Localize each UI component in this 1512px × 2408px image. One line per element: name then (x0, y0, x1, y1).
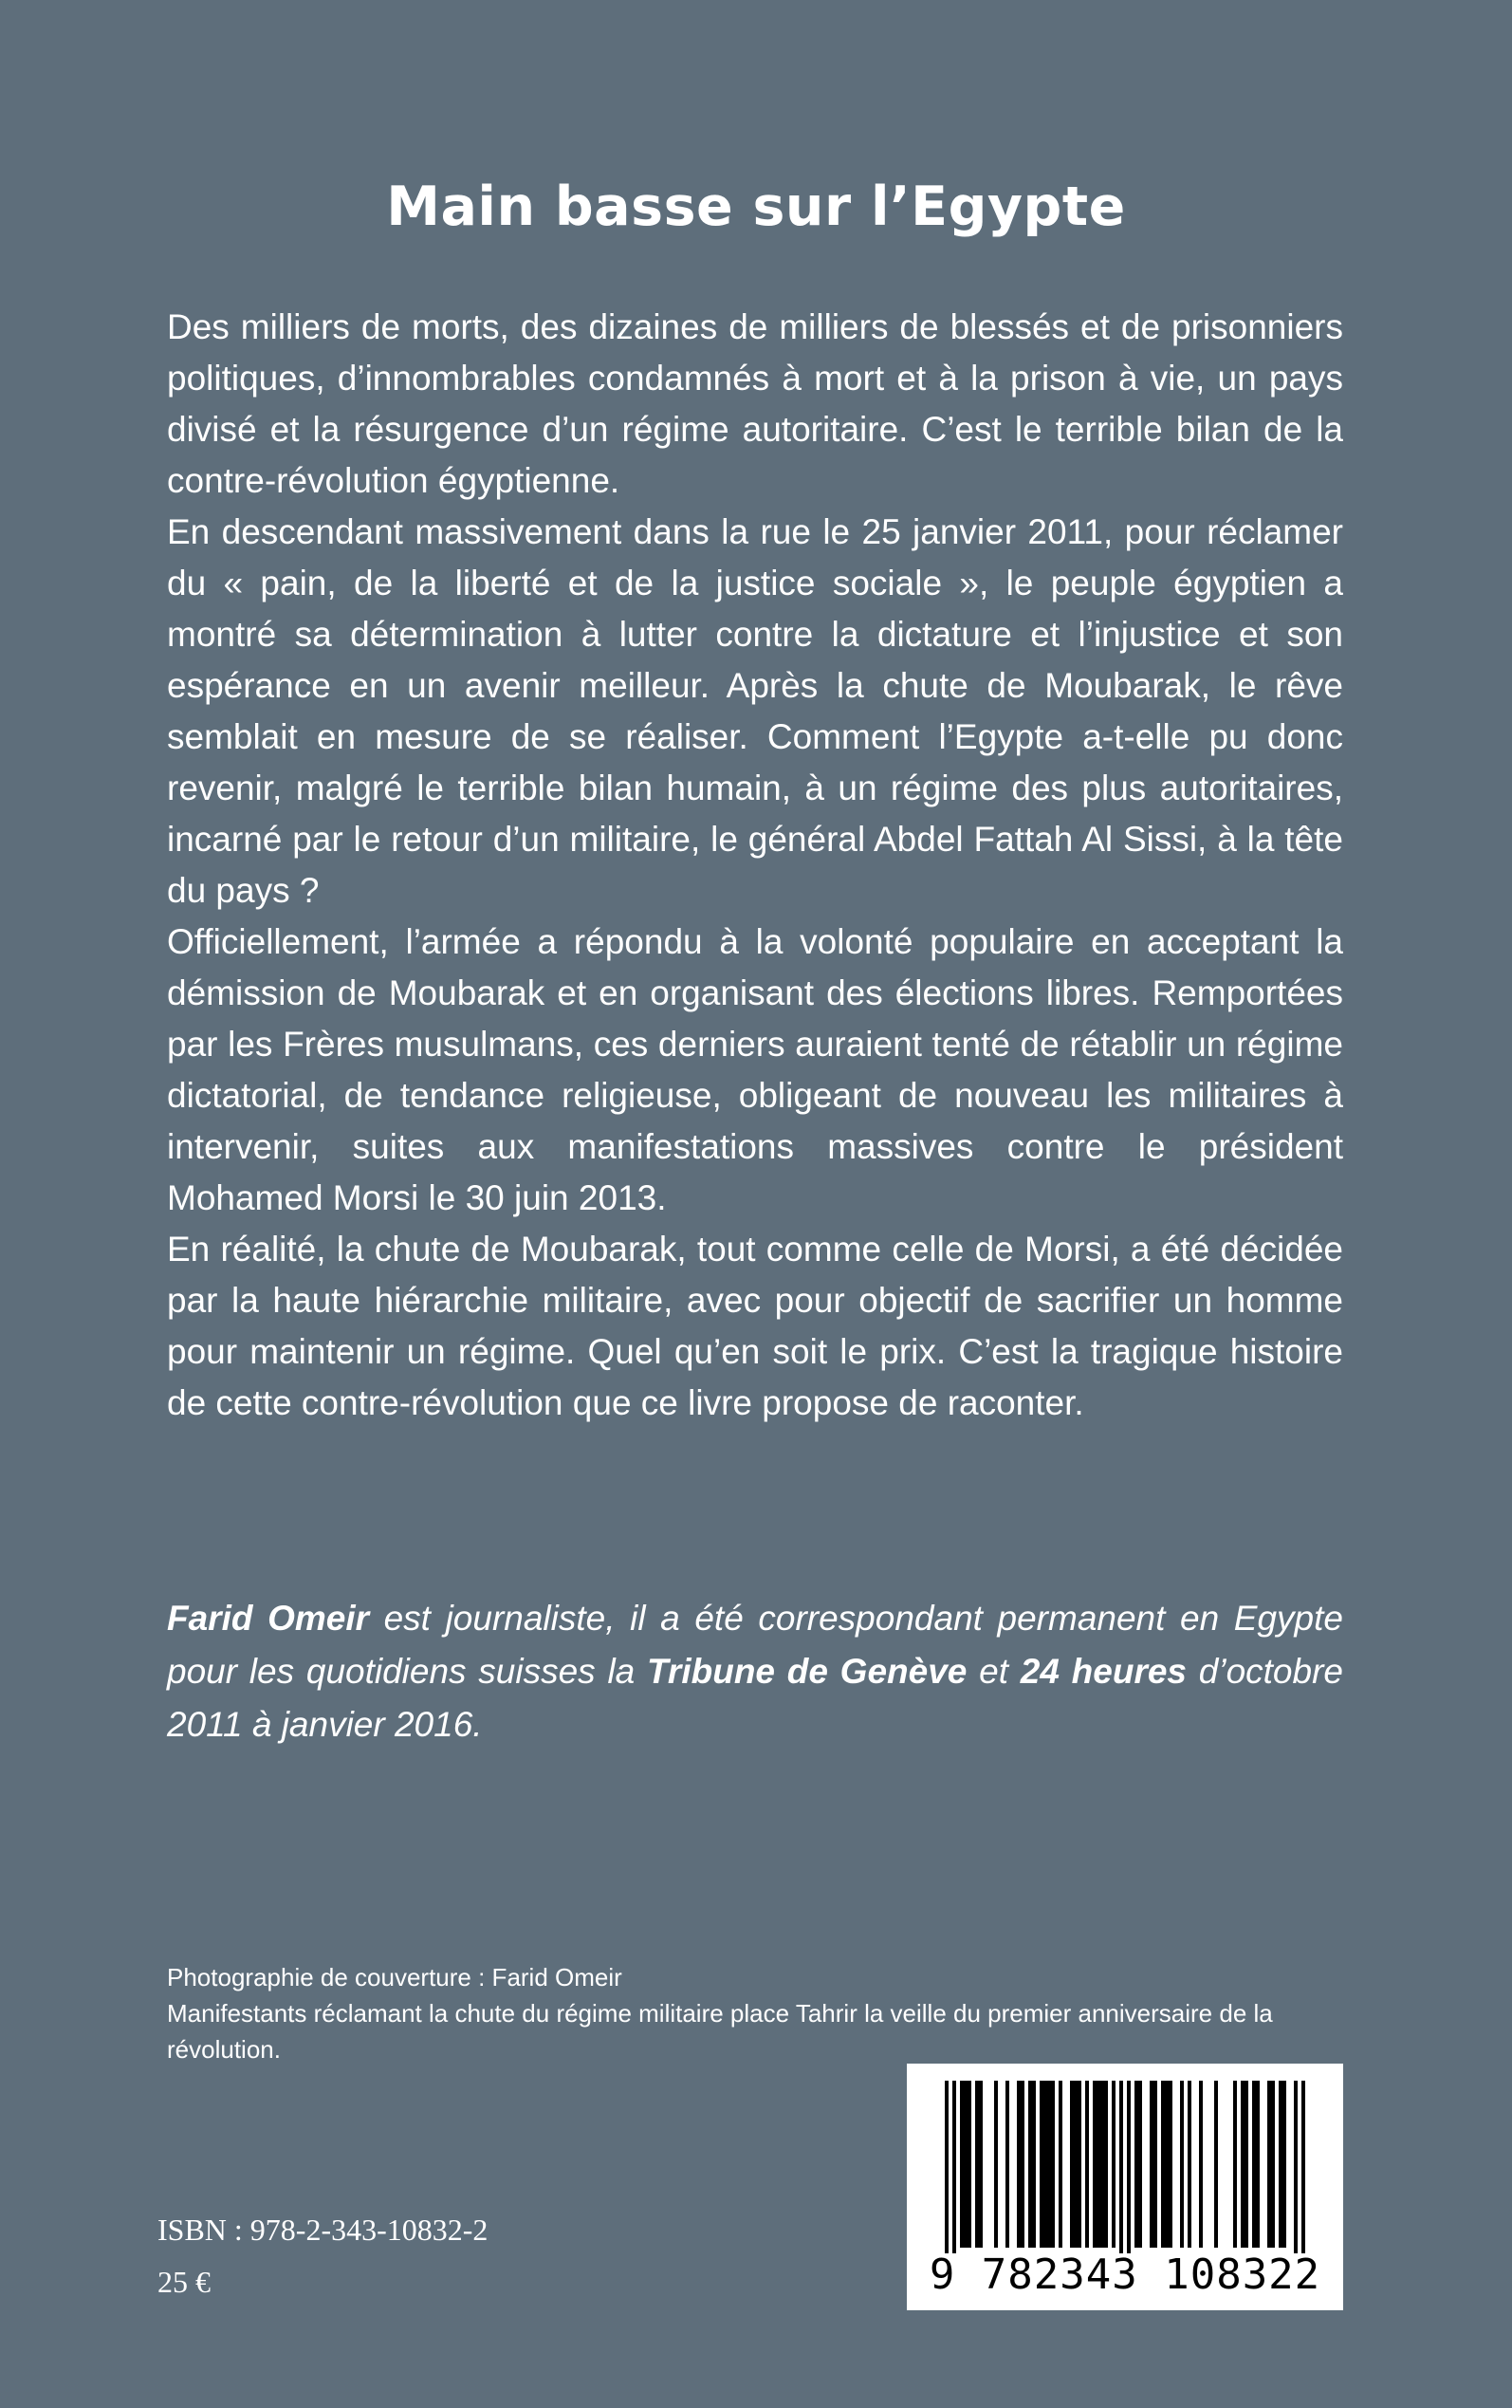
barcode-bar (1214, 2081, 1218, 2248)
barcode-bar (1085, 2081, 1089, 2248)
barcode-bar (1043, 2081, 1047, 2248)
author-bio (167, 1592, 1343, 1751)
barcode-bar (1241, 2081, 1245, 2248)
barcode-bar (1161, 2081, 1165, 2248)
author-bio-text-1: est journaliste, il a été correspondant permanent en Egypte pour les quotidiens suisses la (167, 1599, 1343, 1691)
barcode-digits: 9 782343 108322 (929, 2251, 1321, 2299)
price: 25 € (157, 2265, 211, 2299)
photo-credits (167, 1959, 1343, 2067)
barcode-bar (1294, 2081, 1298, 2253)
barcode-bar (1282, 2081, 1286, 2248)
summary-paragraph-1: Des milliers de morts, des dizaines de milliers de blessés et de prisonniers politiques, d’innombrables condamnés à mort et à la prison à vie, un pays divisé et la résurgence d’un régime autoritaire. C’est le terrible bilan de la contre-révolution égyptienne. (167, 307, 1343, 500)
barcode-bar (1188, 2081, 1191, 2248)
barcode-bar (945, 2081, 949, 2253)
book-title: Main basse sur l’Egypte (386, 176, 1126, 238)
barcode-bar (1104, 2081, 1108, 2248)
author-name: Farid Omeir (167, 1599, 369, 1638)
barcode-bar (1301, 2081, 1305, 2253)
barcode-bar (1199, 2081, 1203, 2248)
barcode-bar (952, 2081, 956, 2253)
author-bio-text-3: d’octobre 2011 à janvier 2016. (167, 1652, 1343, 1744)
barcode-bar (1078, 2081, 1081, 2248)
barcode-bar (1245, 2081, 1248, 2248)
summary-paragraph-2: En descendant massivement dans la rue le 25 janvier 2011, pour réclamer du « pain, de la liberté et de la justice sociale », le peuple égyptien a montré sa détermination à lutter contre la dictature et l’injustice et son espérance en un avenir meilleur. Après la chute de Moubarak, le rêve semblait en mesure de se réaliser. Comment l’Egypte a-t-elle pu donc revenir, malgré le terrible bilan humain, à un régime des plus autoritaires, incarné par le retour d’un militaire, le général Abdel Fattah Al Sissi, à la tête du pays ? (167, 512, 1343, 910)
barcode-bar (1074, 2081, 1078, 2248)
barcode-bar (1252, 2081, 1256, 2248)
barcode-bar (1267, 2081, 1271, 2248)
summary-paragraph-4: En réalité, la chute de Moubarak, tout comme celle de Morsi, a été décidée par la haute hiérarchie militaire, avec pour objectif de sacrifier un homme pour maintenir un régime. Quel qu’en soit le prix. C’est la tragique histoire de cette contre-révolution que ce livre propose de raconter. (167, 1230, 1343, 1422)
barcode-bar (1059, 2081, 1062, 2248)
barcode-bar (1040, 2081, 1043, 2248)
barcode-bar (1180, 2081, 1184, 2248)
barcode-bar (1169, 2081, 1172, 2248)
barcode-bar (1165, 2081, 1169, 2248)
summary-paragraph-3: Officiellement, l’armée a répondu à la volonté populaire en acceptant la démission de Moubarak et en organisant des élections libres. Remportées par les Frères musulmans, ces derniers auraient tenté de rétablir un régime dictatorial, de tendance religieuse, obligeant de nouveau les militaires à intervenir, suites aux manifestations massives contre le président Mohamed Morsi le 30 juin 2013. (167, 922, 1343, 1217)
barcode-bar (1047, 2081, 1051, 2248)
barcode-bar (1138, 2081, 1142, 2248)
author-bio-text-2: et (967, 1652, 1021, 1691)
newspaper-name-1: Tribune de Genève (647, 1652, 968, 1691)
barcode-bar (1070, 2081, 1074, 2248)
barcode-bar (964, 2081, 968, 2248)
barcode-bar (1028, 2081, 1032, 2248)
barcode-bar (979, 2081, 983, 2248)
barcode-bar (1021, 2081, 1024, 2248)
barcode-bar (1097, 2081, 1100, 2248)
photo-caption: Manifestants réclamant la chute du régime militaire place Tahrir la veille du premier anniversaire de la révolution. (167, 1999, 1273, 2064)
barcode-bar (1271, 2081, 1275, 2248)
barcode-bar (1153, 2081, 1157, 2248)
barcode-bar (1134, 2081, 1138, 2248)
barcode (907, 2064, 1343, 2310)
barcode-bar (1005, 2081, 1009, 2248)
barcode-bar (1112, 2081, 1116, 2248)
book-summary (167, 302, 1343, 1429)
barcode-bar (1279, 2081, 1282, 2248)
barcode-bar (968, 2081, 971, 2248)
photo-credit: Photographie de couverture : Farid Omeir (167, 1963, 622, 1991)
newspaper-name-2: 24 heures (1020, 1652, 1188, 1691)
barcode-bar (975, 2081, 979, 2248)
isbn: ISBN : 978-2-343-10832-2 (157, 2213, 489, 2247)
barcode-bar (1150, 2081, 1153, 2248)
barcode-bar (1093, 2081, 1097, 2248)
barcode-bar (994, 2081, 998, 2248)
barcode-bar (1100, 2081, 1104, 2248)
barcode-bar (1051, 2081, 1055, 2248)
barcode-bar (960, 2081, 964, 2248)
barcode-bar (1127, 2081, 1131, 2253)
barcode-bar (1032, 2081, 1036, 2248)
barcode-bar (1017, 2081, 1021, 2248)
barcode-bar (1256, 2081, 1260, 2248)
barcode-bars (907, 2064, 1343, 2253)
barcode-bar (1233, 2081, 1237, 2248)
barcode-bar (1119, 2081, 1123, 2253)
